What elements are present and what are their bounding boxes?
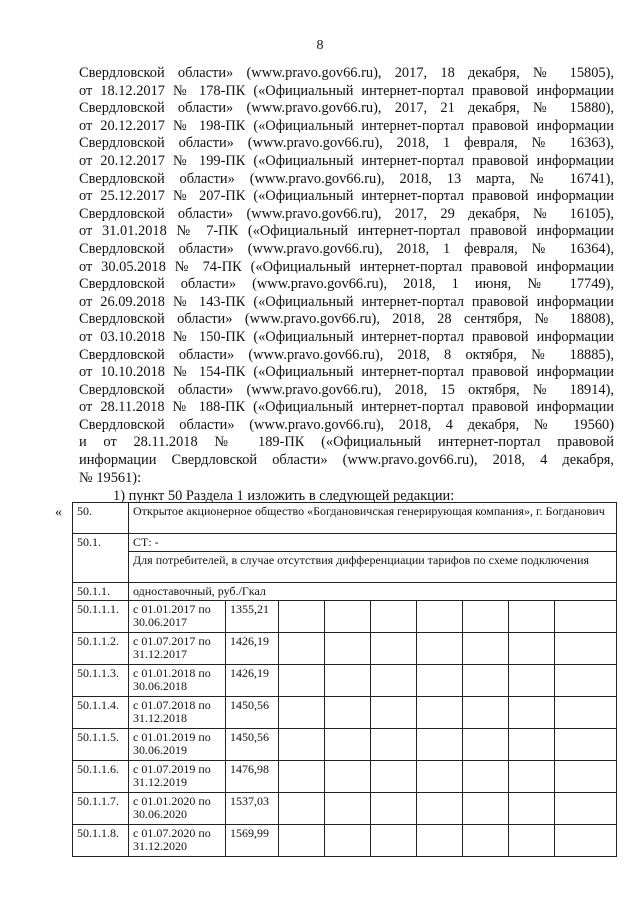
empty-cell — [463, 761, 509, 793]
tariff-period: с 01.01.2020 по 30.06.2020 — [129, 793, 226, 825]
table-row — [73, 665, 617, 697]
tariff-period: с 01.01.2019 по 30.06.2019 — [129, 729, 226, 761]
text-line: Свердловской области» (www.pravo.gov66.ru), 2018, 4 декабря, № 19560) — [79, 416, 614, 433]
empty-cell — [325, 729, 371, 761]
company-name: Открытое акционерное общество «Богдановичская генерирующая компания», г. Богданович — [129, 503, 617, 534]
empty-cell — [371, 665, 417, 697]
text-line: Свердловской области» (www.pravo.gov66.ru), 2017, 18 декабря, № 15805), — [79, 65, 614, 81]
tariff-value: 1450,56 — [226, 729, 279, 761]
empty-cell — [325, 633, 371, 665]
text-line: и от 28.11.2018 № 189-ПК («Официальный интернет-портал правовой — [79, 434, 614, 451]
empty-cell — [417, 697, 463, 729]
tariff-system: СТ: - — [129, 534, 617, 552]
row-number: 50.1.1.3. — [73, 665, 129, 697]
empty-cell — [417, 665, 463, 697]
tariff-value: 1476,98 — [226, 761, 279, 793]
text-line: от 10.10.2018 № 154-ПК («Официальный интернет-портал правовой информации — [79, 364, 614, 381]
empty-cell — [417, 729, 463, 761]
text-line: от 30.05.2018 № 74-ПК («Официальный интернет-портал правовой информации — [79, 258, 614, 275]
text-line: от 25.12.2017 № 207-ПК («Официальный интернет-портал правовой информации — [79, 188, 614, 205]
text-line: Свердловской области» (www.pravo.gov66.ru), 2018, 8 октября, № 18885), — [79, 346, 614, 363]
table-row — [73, 825, 617, 857]
tariff-period: с 01.07.2019 по 31.12.2019 — [129, 761, 226, 793]
empty-cell — [325, 601, 371, 633]
empty-cell — [509, 825, 555, 857]
empty-cell — [555, 793, 617, 825]
empty-cell — [279, 761, 325, 793]
empty-cell — [555, 601, 617, 633]
tariff-period: с 01.01.2018 по 30.06.2018 — [129, 665, 226, 697]
empty-cell — [555, 761, 617, 793]
text-line: Свердловской области» (www.pravo.gov66.ru), 2018, 1 июня, № 17749), — [79, 276, 614, 293]
table-row — [73, 761, 617, 793]
table-row — [73, 633, 617, 665]
empty-cell — [555, 697, 617, 729]
row-number: 50. — [73, 503, 129, 534]
tariff-period: с 01.01.2017 по 30.06.2017 — [129, 601, 226, 633]
empty-cell — [371, 825, 417, 857]
text-line: Свердловской области» (www.pravo.gov66.ru), 2017, 21 декабря, № 15880), — [79, 100, 614, 117]
empty-cell — [417, 601, 463, 633]
text-line: Свердловской области» (www.pravo.gov66.ru), 2018, 1 февраля, № 16364), — [79, 240, 614, 257]
empty-cell — [463, 601, 509, 633]
empty-cell — [279, 825, 325, 857]
page-number: 8 — [316, 38, 324, 53]
table-row — [73, 534, 617, 552]
empty-cell — [509, 761, 555, 793]
empty-cell — [371, 697, 417, 729]
empty-cell — [371, 633, 417, 665]
empty-cell — [417, 633, 463, 665]
empty-cell — [279, 729, 325, 761]
empty-cell — [555, 633, 617, 665]
empty-cell — [463, 793, 509, 825]
empty-cell — [555, 825, 617, 857]
empty-cell — [371, 601, 417, 633]
empty-cell — [509, 697, 555, 729]
empty-cell — [279, 697, 325, 729]
row-number: 50.1.1. — [73, 583, 129, 601]
text-line: от 28.11.2018 № 188-ПК («Официальный интернет-портал правовой информации — [79, 399, 614, 416]
empty-cell — [417, 761, 463, 793]
row-number: 50.1.1.2. — [73, 633, 129, 665]
empty-cell — [463, 729, 509, 761]
row-number: 50.1.1.5. — [73, 729, 129, 761]
tariff-period: с 01.07.2017 по 31.12.2017 — [129, 633, 226, 665]
opening-quote: « — [55, 505, 62, 520]
empty-cell — [417, 793, 463, 825]
amendment-text — [79, 65, 614, 487]
empty-cell — [509, 729, 555, 761]
empty-cell — [325, 825, 371, 857]
text-line: информации Свердловской области» (www.pravo.gov66.ru), 2018, 4 декабря, — [79, 452, 614, 469]
text-line: Свердловской области» (www.pravo.gov66.ru), 2018, 13 марта, № 16741), — [79, 170, 614, 187]
tariff-type: одноставочный, руб./Гкал — [129, 583, 617, 601]
text-line: от 03.10.2018 № 150-ПК («Официальный интернет-портал правовой информации — [79, 328, 614, 345]
tariff-period: с 01.07.2020 по 31.12.2020 — [129, 825, 226, 857]
tariff-value: 1450,56 — [226, 697, 279, 729]
empty-cell — [509, 601, 555, 633]
item-1-heading: 1) пункт 50 Раздела 1 изложить в следующей редакции: — [113, 488, 455, 504]
row-number: 50.1.1.4. — [73, 697, 129, 729]
empty-cell — [417, 825, 463, 857]
empty-cell — [371, 761, 417, 793]
table-row — [73, 583, 617, 601]
row-number: 50.1.1.7. — [73, 793, 129, 825]
empty-cell — [509, 793, 555, 825]
row-number: 50.1.1.8. — [73, 825, 129, 857]
empty-cell — [325, 761, 371, 793]
empty-cell — [509, 665, 555, 697]
tariff-value: 1426,19 — [226, 633, 279, 665]
tariff-value: 1569,99 — [226, 825, 279, 857]
empty-cell — [555, 729, 617, 761]
table-row — [73, 601, 617, 633]
tariff-value: 1537,03 — [226, 793, 279, 825]
text-line: № 19561): — [79, 469, 142, 486]
empty-cell — [279, 665, 325, 697]
empty-cell — [325, 697, 371, 729]
empty-cell — [279, 793, 325, 825]
tariff-table — [72, 502, 617, 857]
table-row — [73, 503, 617, 534]
tariff-value: 1426,19 — [226, 665, 279, 697]
text-line: от 31.01.2018 № 7-ПК («Официальный интернет-портал правовой информации — [79, 223, 614, 240]
empty-cell — [325, 665, 371, 697]
text-line: Свердловской области» (www.pravo.gov66.ru), 2018, 1 февраля, № 16363), — [79, 135, 614, 152]
table-row — [73, 729, 617, 761]
tariff-value: 1355,21 — [226, 601, 279, 633]
text-line: от 20.12.2017 № 198-ПК («Официальный интернет-портал правовой информации — [79, 117, 614, 134]
empty-cell — [555, 665, 617, 697]
empty-cell — [463, 697, 509, 729]
row-number: 50.1. — [73, 534, 129, 583]
text-line: Свердловской области» (www.pravo.gov66.ru), 2018, 28 сентября, № 18808), — [79, 311, 614, 328]
tariff-period: с 01.07.2018 по 31.12.2018 — [129, 697, 226, 729]
consumer-group: Для потребителей, в случае отсутствия дифференциации тарифов по схеме подключения — [129, 552, 617, 583]
empty-cell — [279, 633, 325, 665]
table-row — [73, 793, 617, 825]
text-line: от 20.12.2017 № 199-ПК («Официальный интернет-портал правовой информации — [79, 152, 614, 169]
text-line: от 18.12.2017 № 178-ПК («Официальный интернет-портал правовой информации — [79, 82, 614, 99]
text-line: Свердловской области» (www.pravo.gov66.ru), 2017, 29 декабря, № 16105), — [79, 205, 614, 222]
empty-cell — [463, 633, 509, 665]
table-row — [73, 697, 617, 729]
text-line: Свердловской области» (www.pravo.gov66.ru), 2018, 15 октября, № 18914), — [79, 381, 614, 398]
empty-cell — [463, 825, 509, 857]
empty-cell — [325, 793, 371, 825]
empty-cell — [371, 793, 417, 825]
table-row — [73, 552, 617, 583]
empty-cell — [463, 665, 509, 697]
empty-cell — [371, 729, 417, 761]
text-line: от 26.09.2018 № 143-ПК («Официальный интернет-портал правовой информации — [79, 293, 614, 310]
empty-cell — [509, 633, 555, 665]
empty-cell — [279, 601, 325, 633]
row-number: 50.1.1.6. — [73, 761, 129, 793]
row-number: 50.1.1.1. — [73, 601, 129, 633]
